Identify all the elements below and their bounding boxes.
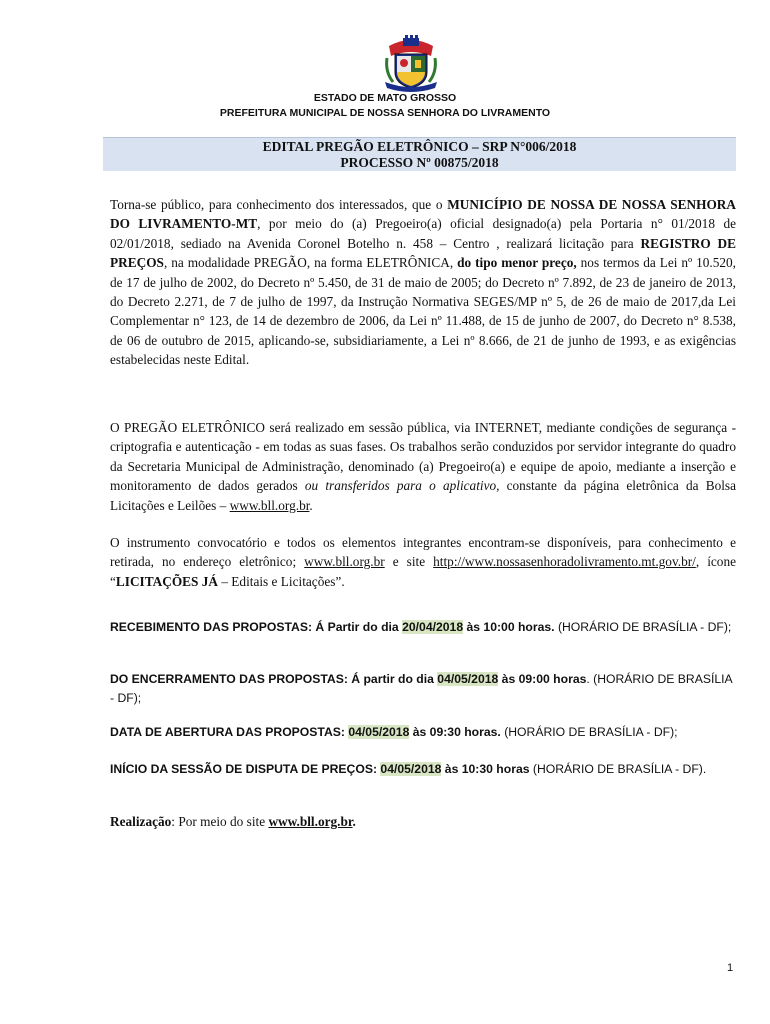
highlighted-date: 04/05/2018: [380, 762, 442, 776]
prefecture-name: PREFEITURA MUNICIPAL DE NOSSA SENHORA DO LIVRAMENTO: [219, 107, 551, 119]
state-name: ESTADO DE MATO GROSSO: [313, 92, 457, 104]
highlighted-date: 20/04/2018: [402, 620, 464, 634]
edital-title-line1: EDITAL PREGÃO ELETRÔNICO – SRP N°006/2018: [262, 139, 577, 154]
intro-paragraph: Torna-se público, para conhecimento dos interessados, que o MUNICÍPIO DE NOSSA DE NOSSA SENHORA DO LIVRAMENTO-MT, por meio do (a) Pregoeiro(a) oficial designado(a) pela Portaria n° 01/2018 de 02/01/2018, sediado na Avenida Coronel Botelho n. 458 – Centro , realizará licitação para REGISTRO DE PREÇOS, na modalidade PREGÃO, na forma ELETRÔNICA, do tipo menor preço, nos termos da Lei nº 10.520, de 17 de julho de 2002, do Decreto nº 5.450, de 31 de maio de 2005; do Decreto nº 7.892, de 23 de janeiro de 2013, do Decreto 2.271, de 7 de julho de 1997, da Instrução Normativa SEGES/MP nº 5, de 26 de maio de 2017,da Lei Complementar n° 123, de 14 de dezembro de 2006, da Lei nº 11.488, de 15 de junho de 2007, do Decreto n° 8.538, de 06 de outubro de 2015, aplicando-se, subsidiariamente, a Lei nº 8.666, de 21 de junho de 1993, e as exigências estabelecidas neste Edital.: [110, 197, 737, 368]
schedule-receipt: RECEBIMENTO DAS PROPOSTAS: Á Partir do dia 20/04/2018 às 10:00 horas. (HORÁRIO DE BRASÍLIA - DF);: [110, 620, 732, 634]
session-paragraph: O PREGÃO ELETRÔNICO será realizado em sessão pública, via INTERNET, mediante condições de segurança - criptografia e autenticação - em todas as suas fases. Os trabalhos serão conduzidos por servidor integrante do quadro da Secretaria Municipal de Administração, denominado (a) Pregoeiro(a) e equipe de apoio, mediante a inserção e monitoramento de dados gerados ou transferidos para o aplicativo, constante da página eletrônica da Bolsa Licitações e Leilões – www.bll.org.br.: [110, 420, 736, 513]
schedule-dispute-start: INÍCIO DA SESSÃO DE DISPUTA DE PREÇOS: 04/05/2018 às 10:30 horas (HORÁRIO DE BRASÍLIA - DF).: [110, 762, 707, 776]
schedule-closing: DO ENCERRAMENTO DAS PROPOSTAS: Á partir do dia 04/05/2018 às 09:00 horas. (HORÁRIO DE BRASÍLIA - DF);: [110, 672, 732, 705]
highlighted-date: 04/05/2018: [348, 725, 410, 739]
municipal-crest-icon: [381, 32, 441, 92]
page-number: 1: [727, 962, 734, 974]
schedule-opening: DATA DE ABERTURA DAS PROPOSTAS: 04/05/2018 às 09:30 horas. (HORÁRIO DE BRASÍLIA - DF);: [110, 725, 678, 739]
highlighted-date: 04/05/2018: [437, 672, 499, 686]
realizacao-line: Realização: Por meio do site www.bll.org.br.: [110, 814, 356, 829]
edital-title: [103, 137, 736, 171]
bll-link[interactable]: www.bll.org.br: [268, 814, 353, 829]
prefecture-site-link[interactable]: http://www.nossasenhoradolivramento.mt.gov.br/: [433, 554, 696, 570]
bll-link[interactable]: www.bll.org.br: [304, 554, 385, 570]
bll-link[interactable]: www.bll.org.br: [229, 497, 310, 513]
availability-paragraph: O instrumento convocatório e todos os elementos integrantes encontram-se disponíveis, para conhecimento e retirada, no endereço eletrônico; www.bll.org.br e site http://www.nossasenhoradolivramento.mt.gov.br/, ícone “LICITAÇÕES JÁ – Editais e Licitações”.: [110, 535, 736, 589]
edital-process-number: PROCESSO Nº 00875/2018: [340, 155, 499, 170]
